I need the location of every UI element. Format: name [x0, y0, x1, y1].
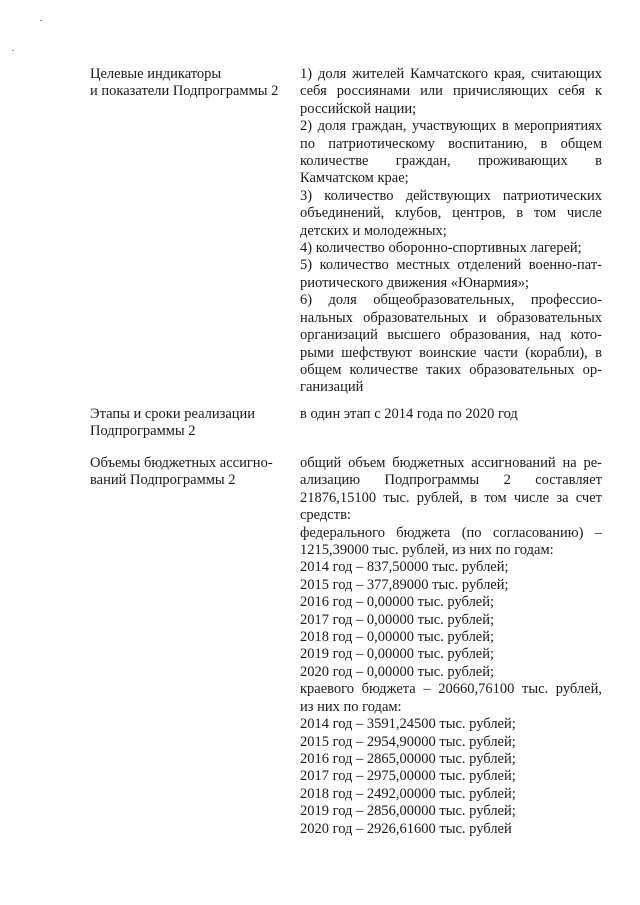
label-line: Целевые индикаторы [90, 66, 222, 82]
value-line: 2017 год – 2975,00000 тыс. рублей; [300, 768, 516, 785]
label-line: Этапы и сроки реализации [90, 406, 256, 422]
value-line: 2014 год – 3591,24500 тыс. рублей; [300, 716, 516, 733]
value-line: ализацию Подпрограммы 2 составляет [300, 472, 602, 489]
label-line: Подпрограммы 2 [90, 423, 196, 440]
row-value [300, 455, 602, 838]
value-line: российской нации; [300, 100, 417, 117]
value-line: нальных образовательных и образовательных [300, 309, 602, 326]
row-label [90, 455, 290, 490]
value-line: ганизаций [300, 379, 364, 396]
value-line: детских и молодежных; [300, 222, 447, 239]
value-line: 3) количество действующих патриотических [300, 187, 602, 204]
scan-speck [12, 50, 14, 51]
value-line: рыми шефствуют воинские части (корабли), в [300, 344, 602, 361]
value-line: 2018 год – 0,00000 тыс. рублей; [300, 629, 495, 646]
label-line: и показатели Подпрограммы 2 [90, 83, 279, 100]
row-label [90, 406, 290, 441]
value-line: общем количестве таких образовательных ор- [300, 361, 602, 378]
value-line: риотического движения «Юнармия»; [300, 274, 530, 291]
value-line: в один этап с 2014 года по 2020 год [300, 406, 518, 422]
value-line: 2015 год – 377,89000 тыс. рублей; [300, 576, 509, 593]
value-line: федерального бюджета (по согласованию) – [300, 524, 602, 541]
value-line: организаций высшего образования, над кото- [300, 327, 602, 344]
value-line: 2016 год – 2865,00000 тыс. рублей; [300, 750, 516, 767]
row-value [300, 66, 602, 397]
value-line: 2) доля граждан, участвующих в мероприятиях [300, 118, 602, 135]
row-label [90, 66, 290, 101]
value-line: 1) доля жителей Камчатского края, считающих [300, 66, 602, 82]
value-line: 2019 год – 2856,00000 тыс. рублей; [300, 803, 516, 820]
value-line: 21876,15100 тыс. рублей, в том числе за счет [300, 489, 602, 506]
value-line: общий объем бюджетных ассигнований на ре- [300, 455, 602, 471]
value-line: 1215,39000 тыс. рублей, из них по годам: [300, 542, 554, 559]
label-line: Объемы бюджетных ассигно- [90, 455, 273, 471]
value-line: 2020 год – 2926,61600 тыс. рублей [300, 820, 512, 837]
value-line: 2017 год – 0,00000 тыс. рублей; [300, 611, 495, 628]
label-line: ваний Подпрограммы 2 [90, 472, 236, 489]
value-line: 2020 год – 0,00000 тыс. рублей; [300, 663, 495, 680]
scan-speck [40, 20, 42, 21]
value-line: себя россиянами или причисляющих себя к [300, 83, 602, 100]
value-line: средств: [300, 507, 351, 524]
value-line: из них по годам: [300, 698, 402, 715]
value-line: по патриотическому воспитанию, в общем [300, 135, 602, 152]
value-line: 2014 год – 837,50000 тыс. рублей; [300, 559, 509, 576]
value-line: 5) количество местных отделений военно-пат- [300, 257, 602, 274]
row-value [300, 406, 602, 423]
value-line: объединений, клубов, центров, в том числе [300, 205, 602, 222]
value-line: количестве граждан, проживающих в [300, 153, 602, 170]
value-line: краевого бюджета – 20660,76100 тыс. рублей, [300, 681, 602, 698]
value-line: Камчатском крае; [300, 170, 409, 187]
value-line: 2018 год – 2492,00000 тыс. рублей; [300, 785, 516, 802]
value-line: 4) количество оборонно-спортивных лагерей; [300, 240, 582, 257]
value-line: 2019 год – 0,00000 тыс. рублей; [300, 646, 495, 663]
value-line: 2016 год – 0,00000 тыс. рублей; [300, 594, 495, 611]
value-line: 6) доля общеобразовательных, профессио- [300, 292, 602, 309]
value-line: 2015 год – 2954,90000 тыс. рублей; [300, 733, 516, 750]
